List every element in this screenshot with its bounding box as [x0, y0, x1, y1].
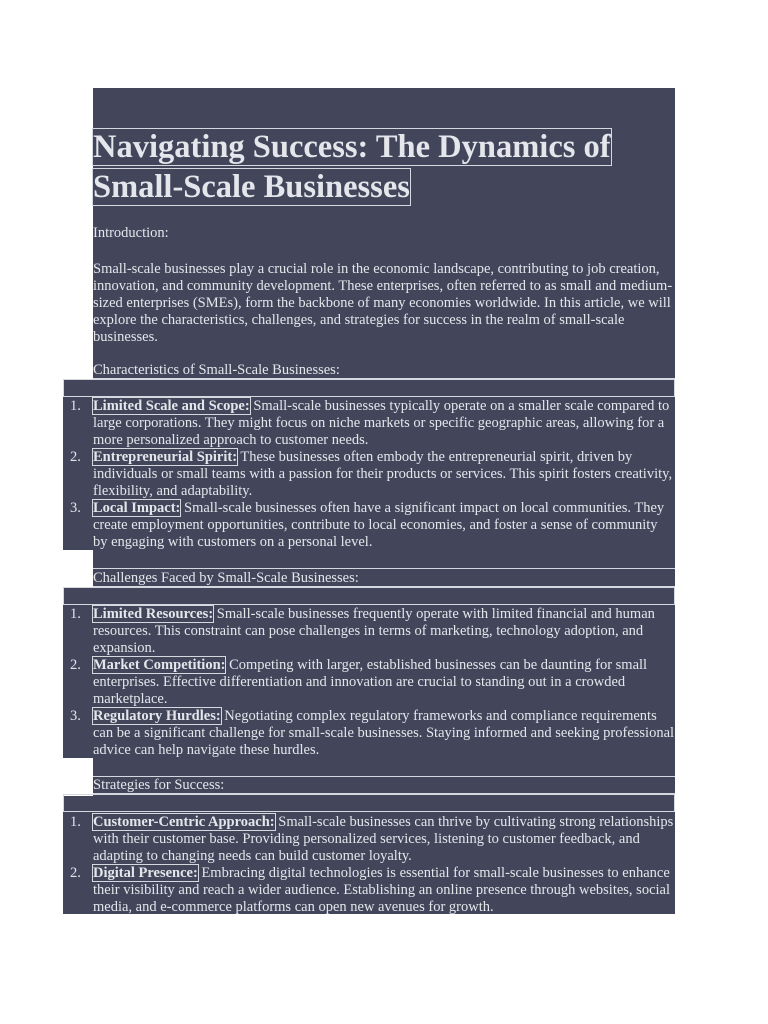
list-spacer: [63, 794, 675, 812]
list-item-text: Small-scale businesses often have a significant impact on local communities. They create employment opportunities, contribute to local economies, and foster a sense of community by engaging with customers on a personal level.: [93, 500, 665, 550]
list-item: [63, 865, 675, 916]
list-item: [63, 500, 675, 551]
list-item-term: Local Impact:: [93, 500, 181, 516]
list-item: [63, 657, 675, 708]
list-item: [63, 606, 675, 657]
intro-label: Introduction:: [93, 225, 169, 241]
list-item-term: Limited Resources:: [93, 606, 214, 622]
intro-paragraph: Small-scale businesses play a crucial role in the economic landscape, contributing to job creation, innovation, and community development. These enterprises, often referred to as small and medium-sized enterprises (SMEs), form the backbone of many economies worldwide. In this article, we will explore the characteristics, challenges, and strategies for success in the realm of small-scale businesses.: [93, 261, 673, 345]
list-item-text: Small-scale businesses can thrive by cultivating strong relationships with their customer base. Providing personalized services, listening to customer feedback, and adapting to changing needs can build customer loyalty.: [93, 814, 674, 864]
characteristics-list: [63, 398, 675, 551]
challenges-list: [63, 606, 675, 759]
list-item-number: 1.: [70, 814, 81, 830]
title-line-2: Small-Scale Businesses: [93, 168, 410, 205]
list-item-number: 3.: [70, 708, 81, 724]
list-item-number: 2.: [70, 449, 81, 465]
list-item: [63, 708, 675, 759]
section-heading-characteristics: Characteristics of Small-Scale Businesses:: [93, 362, 340, 378]
list-item-term: Entrepreneurial Spirit:: [93, 449, 238, 465]
list-item-text: Competing with larger, established businesses can be daunting for small enterprises. Effective differentiation and innovation are crucial to standing out in a crowded marketplace.: [93, 657, 648, 707]
divider: [93, 568, 675, 569]
list-item-term: Customer-Centric Approach:: [93, 814, 275, 830]
list-spacer: [63, 587, 675, 605]
section-heading-strategies: Strategies for Success:: [93, 777, 225, 793]
list-item-text: Small-scale businesses typically operate on a smaller scale compared to large corporations. They might focus on niche markets or specific geographic areas, allowing for a more personalized approach to customer needs.: [93, 398, 670, 448]
document-title: [93, 128, 683, 207]
list-item-number: 1.: [70, 606, 81, 622]
list-item-number: 2.: [70, 657, 81, 673]
list-item-number: 2.: [70, 865, 81, 881]
list-item-term: Digital Presence:: [93, 865, 198, 881]
strategies-list: [63, 814, 675, 916]
list-item-text: These businesses often embody the entrepreneurial spirit, driven by individuals or small teams with a passion for their products or services. This spirit fosters creativity, flexibility, and adaptability.: [93, 449, 673, 499]
list-item-number: 3.: [70, 500, 81, 516]
list-item-term: Market Competition:: [93, 657, 226, 673]
section-heading-challenges: Challenges Faced by Small-Scale Businesses:: [93, 570, 359, 586]
list-item-term: Regulatory Hurdles:: [93, 708, 221, 724]
list-item: [63, 398, 675, 449]
list-item: [63, 449, 675, 500]
list-item-number: 1.: [70, 398, 81, 414]
list-spacer: [63, 379, 675, 397]
list-item-text: Small-scale businesses frequently operate with limited financial and human resources. This constraint can pose challenges in terms of marketing, technology adoption, and expansion.: [93, 606, 655, 656]
title-line-1: Navigating Success: The Dynamics of: [93, 129, 611, 165]
list-item-term: Limited Scale and Scope:: [93, 398, 250, 414]
list-item-text: Negotiating complex regulatory frameworks and compliance requirements can be a significant challenge for small-scale businesses. Staying informed and seeking professional advice can help navigate these hurdles.: [93, 708, 675, 758]
list-item: [63, 814, 675, 865]
list-item-text: Embracing digital technologies is essential for small-scale businesses to enhance their visibility and reach a wider audience. Establishing an online presence through websites, social media, and e-commerce platforms can open new avenues for growth.: [93, 865, 671, 915]
